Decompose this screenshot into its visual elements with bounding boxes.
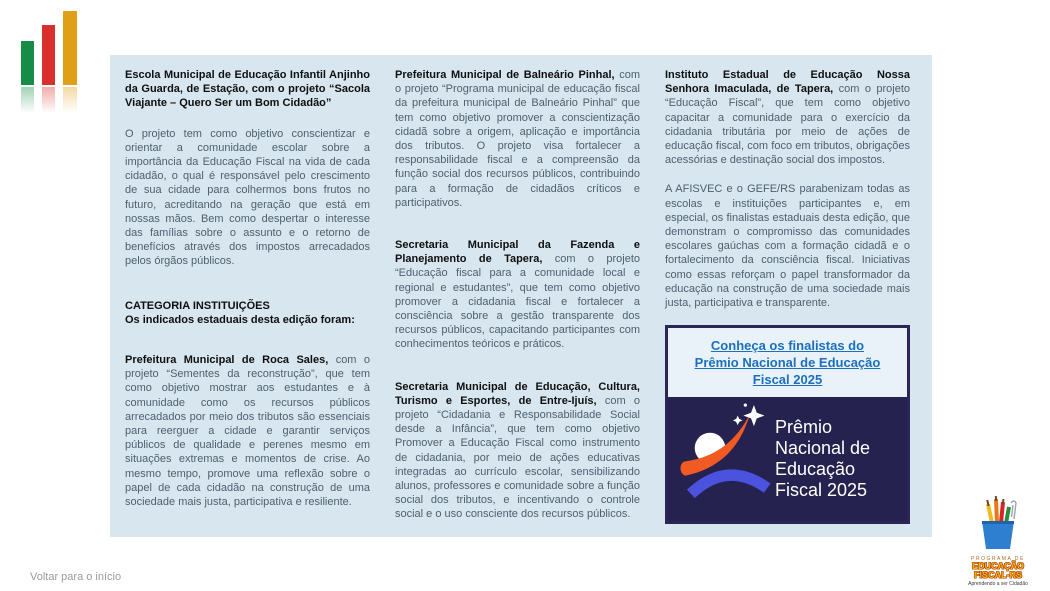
logo-star-dot: [744, 404, 747, 407]
premio-logo-box: [668, 397, 907, 521]
entry-instituto-imaculada-text: com o projeto “Educação Fiscal”, que tem como objetivo capacitar a comunidade para o exercício da cidadania tributária por meio de ações de educação fiscal, com foco em tributos, obrigações acessórias e destinação social dos impostos.: [665, 83, 911, 167]
program-logo-title-2: FISCAL-RS: [974, 570, 1022, 580]
bar-red-reflection: [42, 87, 55, 113]
content-panel: [110, 55, 932, 537]
pencil-orange: [996, 499, 997, 523]
logo-blue-arc: [691, 476, 767, 495]
category-subtitle: Os indicados estaduais desta edição foram:: [125, 313, 355, 326]
premio-title-line: Educação: [775, 459, 856, 480]
bar-red: [42, 25, 55, 85]
category-title: CATEGORIA INSTITUIÇÕES: [125, 299, 270, 312]
program-logo-tagline: Aprendendo a ser Cidadão: [968, 581, 1028, 587]
entry-roca-sales: [125, 353, 370, 509]
category-heading: [125, 299, 370, 327]
entry-fazenda-tapera-text: com o projeto “Educação fiscal para a comunidade local e regional e estudantes”, que tem como objetivo promover a cidadania fiscal e fortalecer a consciência sobre a gestão transparente dos recursos públicos, capacitando participantes com conhecimentos teóricos e práticos.: [395, 253, 640, 351]
entry-balneario-pinhal-text: com o projeto “Programa municipal de educação fiscal da prefeitura municipal de Balneário Pinhal” que tem como objetivo promover a conscientização cidadã sobre a origem, aplicação e importância dos tributos. O projeto visa fortalecer a responsabilidade fiscal e a compreensão da função social dos recursos públicos, contribuindo para a formação de cidadãos críticos e participativos.: [395, 69, 640, 209]
finalists-link[interactable]: Conheça os finalistas do Prêmio Nacional de Educação Fiscal 2025: [694, 338, 881, 388]
back-to-start-link[interactable]: Voltar para o início: [30, 571, 122, 583]
premio-logo-title: [775, 417, 870, 501]
cup-rim: [982, 521, 1014, 524]
premio-banner: [665, 325, 910, 524]
school-project-description: O projeto tem como objetivo conscientizar e orientar a comunidade escolar sobre a importância da Educação Fiscal na vida de cada cidadão, o qual é responsável pelo crescimento de sua cidade para colhermos bons frutos no futuro, acreditando na geração que está em nossas mãos. Bem como despertar o interesse das famílias sobre o assunto e o retorno de benefícios através dos impostos arrecadados pelos órgãos públicos.: [125, 127, 370, 268]
column-3: [665, 68, 910, 537]
column-2: [395, 68, 640, 537]
pencil-yellow: [988, 504, 992, 523]
entry-balneario-pinhal-name: Prefeitura Municipal de Balneário Pinhal,: [395, 69, 615, 81]
entry-entre-ijuis: [395, 380, 640, 522]
logo-small-star: [733, 416, 743, 426]
pencil-yellow-tip: [987, 500, 988, 506]
banner-link-box: [668, 328, 907, 397]
cup-body: [982, 521, 1014, 549]
entry-roca-sales-text: com o projeto “Sementes da reconstrução”, que tem como objetivo mostrar aos estudantes e à comunidade como os recursos públicos arrecadados por meio dos tributos são essenciais para reerguer a cidade e garantir serviços públicos de qualidade e perenes mesmo em situações extremas e momentos de crise. Ao mesmo tempo, promove uma reflexão sobre o papel de cada cidadão na construção de uma sociedade mais justa, participativa e resiliente.: [125, 354, 371, 509]
program-logo-title-1: EDUCAÇÃO: [971, 561, 1024, 571]
bar-green-reflection: [21, 87, 34, 113]
paperclip-icon: [1011, 501, 1016, 519]
bars-chart-logo: [21, 11, 81, 116]
program-logo: [958, 495, 1038, 588]
premio-title-line: Prêmio: [775, 417, 833, 438]
pencil-red: [1001, 502, 1003, 523]
pencil-green: [1006, 507, 1009, 523]
bar-orange: [63, 11, 77, 85]
entry-balneario-pinhal: [395, 68, 640, 210]
entry-instituto-imaculada: [665, 68, 910, 167]
entry-fazenda-tapera: [395, 238, 640, 352]
entry-fazenda-tapera-name: Secretaria Municipal da Fazenda e Planejamento de Tapera,: [395, 239, 640, 266]
column-1: [125, 68, 370, 537]
premio-title-line: Nacional de: [775, 438, 871, 459]
program-logo-kicker: PROGRAMA DE: [971, 556, 1025, 562]
entry-roca-sales-name: Prefeitura Municipal de Roca Sales,: [125, 354, 329, 367]
school-project-heading: Escola Municipal de Educação Infantil Anjinho da Guarda, de Estação, com o projeto “Sacola Viajante – Quero Ser um Bom Cidadão”: [125, 69, 370, 110]
bar-orange-reflection: [63, 87, 77, 113]
premio-logo-icon: [668, 397, 773, 521]
entry-instituto-imaculada-name: Instituto Estadual de Educação Nossa Senhora Imaculada, de Tapera,: [665, 69, 910, 96]
pencil-cup-icon: [975, 495, 1021, 551]
entry-entre-ijuis-name: Secretaria Municipal de Educação, Cultura, Turismo e Esportes, de Entre-Ijuís,: [395, 380, 640, 407]
entry-entre-ijuis-text: com o projeto “Cidadania e Responsabilidade Social desde a Infância”, que tem como objetivo Promover a Educação Fiscal como instrumento de cidadania, por meio de ações educativas integradas ao currículo escolar, sensibilizando alunos, professores e comunidade sobre a função social dos tributos, e incentivando o controle social e o uso consciente dos recursos públicos.: [395, 394, 640, 521]
premio-title-line: Fiscal 2025: [775, 480, 868, 501]
bar-green: [21, 41, 34, 85]
closing-paragraph: A AFISVEC e o GEFE/RS parabenizam todas as escolas e instituições participantes e, em especial, os finalistas estaduais desta edição, que demonstram o compromisso das comunidades escolares gaúchas com a formação cidadã e o fortalecimento da consciência fiscal. Iniciativas como essas reforçam o papel transformador da educação na construção de uma sociedade mais justa, participativa e transparente.: [665, 183, 910, 310]
pencil-red-tip: [1003, 499, 1004, 504]
